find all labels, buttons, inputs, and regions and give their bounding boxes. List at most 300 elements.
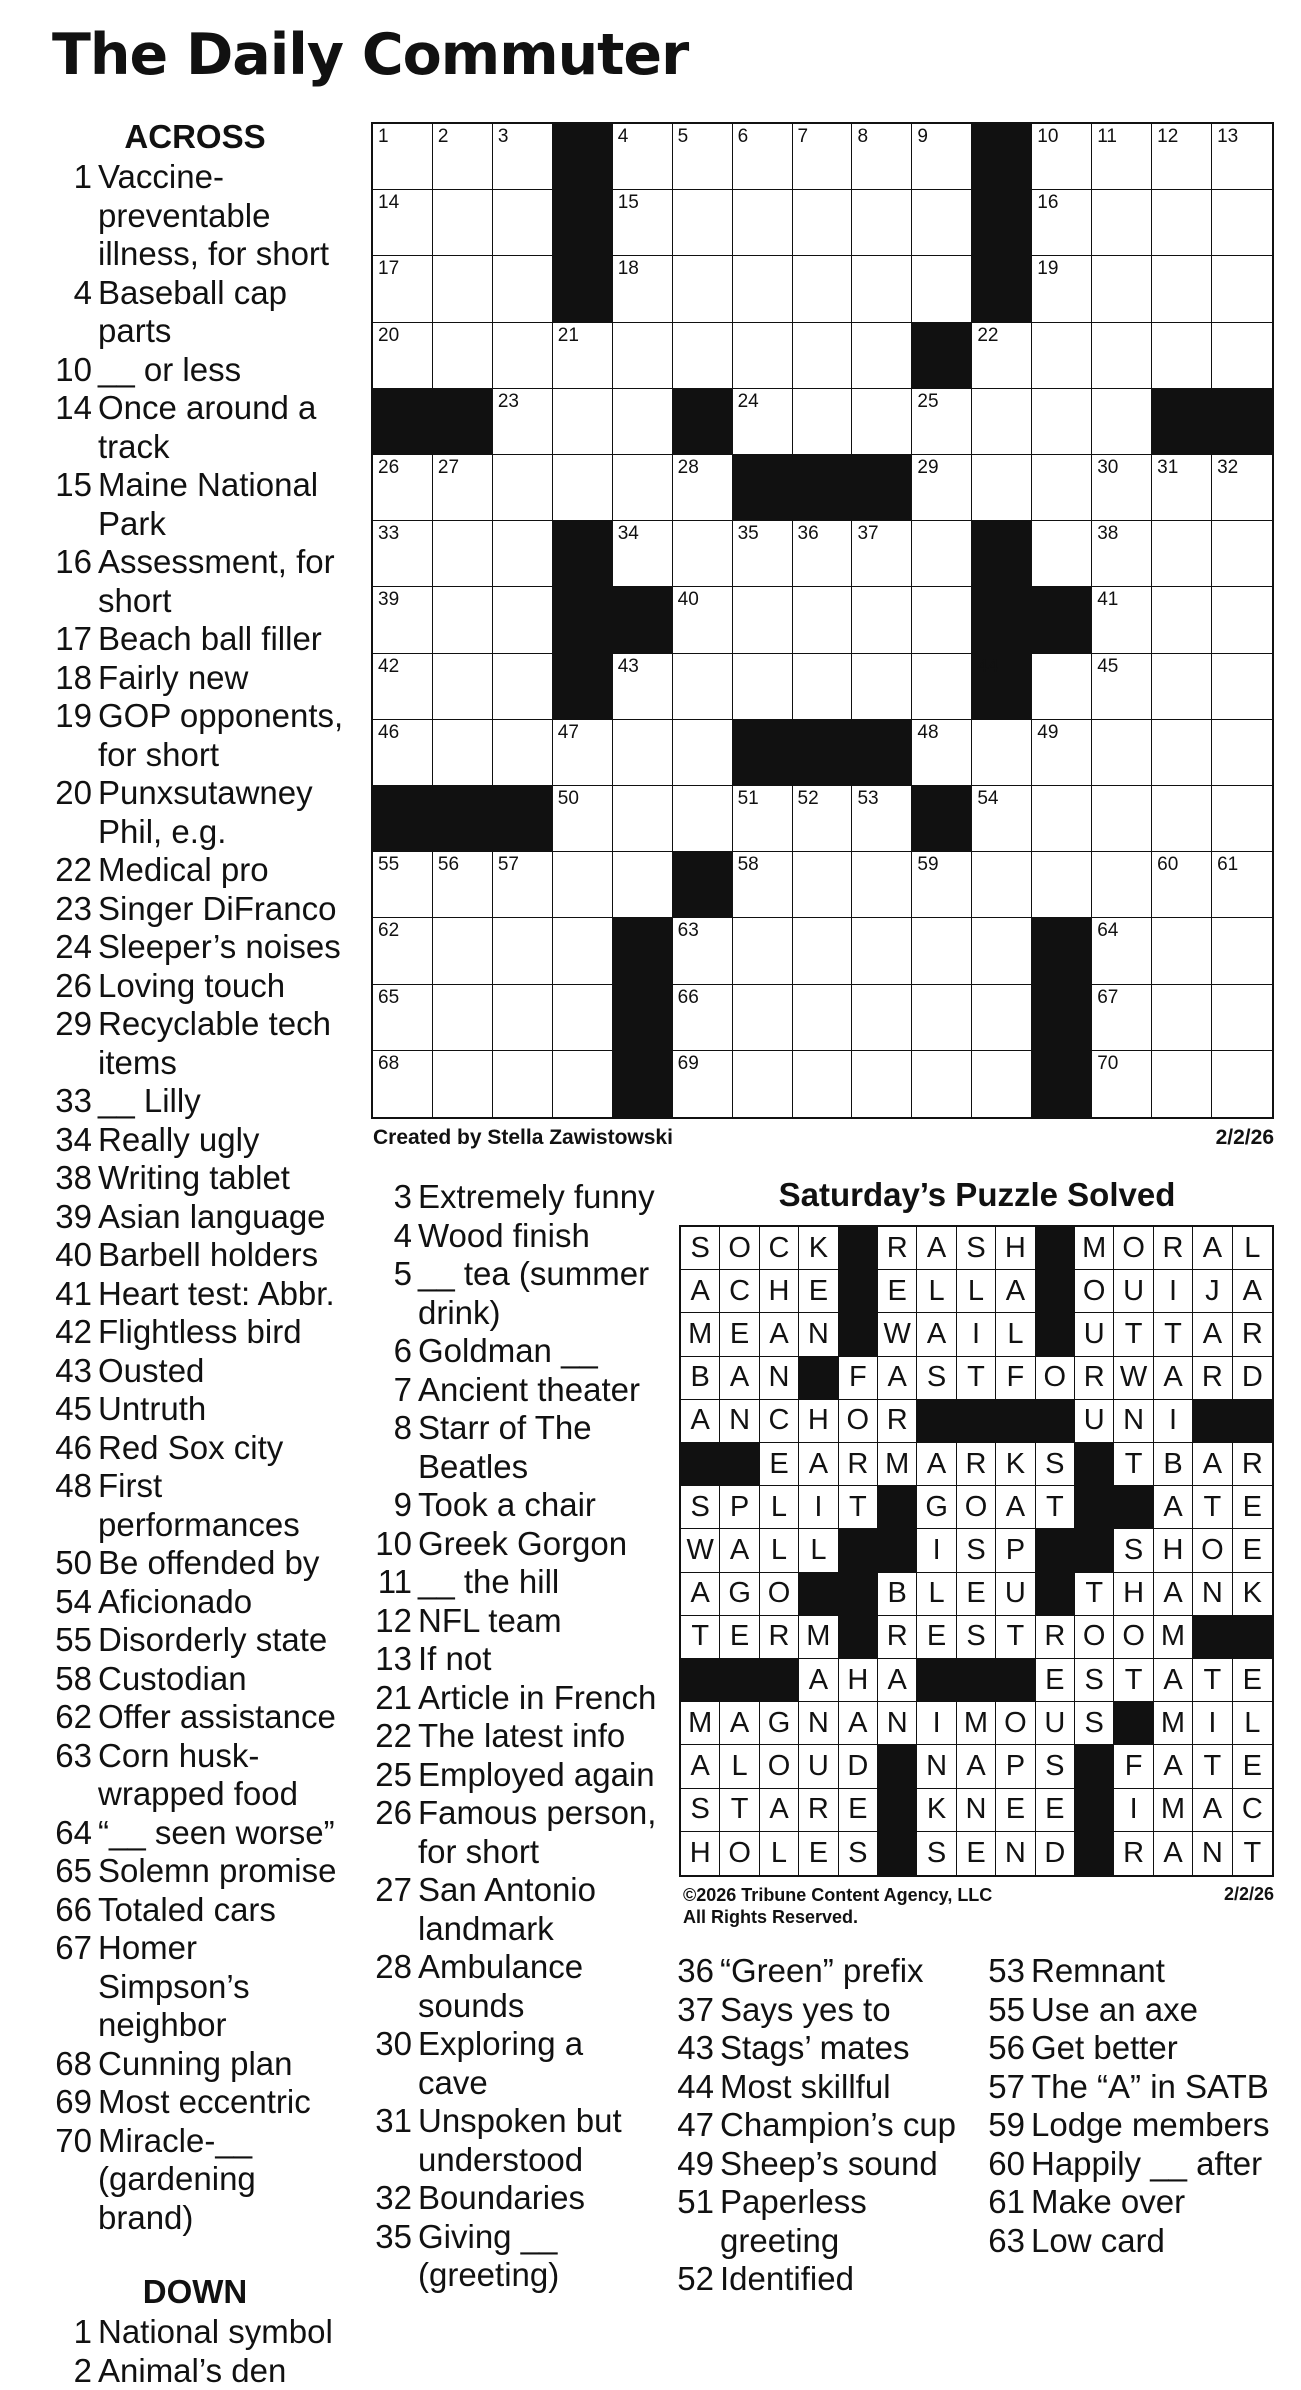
clue-number: 63 <box>983 2222 1031 2261</box>
solved-letter: R <box>1233 1443 1272 1486</box>
grid-cell[interactable] <box>793 1051 853 1117</box>
solved-letter: U <box>996 1573 1035 1616</box>
grid-cell[interactable] <box>912 521 972 587</box>
solved-letter: L <box>996 1313 1035 1356</box>
grid-cell[interactable] <box>673 918 733 984</box>
grid-cell[interactable] <box>852 654 912 720</box>
clue-number: 11 <box>360 1563 418 1602</box>
cell-number: 23 <box>498 392 519 411</box>
clue-item <box>983 2068 1283 2107</box>
clue-text: Use an axe <box>1031 1991 1283 2030</box>
grid-cell[interactable] <box>373 852 433 918</box>
grid-cell[interactable] <box>433 521 493 587</box>
clue-text: Remnant <box>1031 1952 1283 1991</box>
clue-item <box>40 1275 350 1314</box>
grid-cell[interactable] <box>493 256 553 322</box>
clue-number: 68 <box>40 2045 98 2084</box>
grid-cell[interactable] <box>1032 654 1092 720</box>
grid-cell[interactable] <box>793 654 853 720</box>
solved-letter: E <box>760 1443 799 1486</box>
grid-cell[interactable] <box>1032 852 1092 918</box>
grid-cell[interactable] <box>373 521 433 587</box>
grid-cell[interactable] <box>733 852 793 918</box>
solved-letter: C <box>720 1270 759 1313</box>
solved-block <box>996 1400 1035 1443</box>
clue-number: 10 <box>40 351 98 390</box>
clue-number: 45 <box>40 1390 98 1429</box>
solved-letter: L <box>1233 1227 1272 1270</box>
grid-cell[interactable] <box>972 985 1032 1051</box>
grid-cell[interactable] <box>1092 1051 1152 1117</box>
cell-number: 66 <box>678 988 699 1007</box>
solved-letter: E <box>1233 1486 1272 1529</box>
clue-number: 61 <box>983 2183 1031 2222</box>
grid-cell[interactable] <box>793 786 853 852</box>
clue-text: Took a chair <box>418 1486 660 1525</box>
grid-cell[interactable] <box>1212 256 1272 322</box>
grid-cell[interactable] <box>373 985 433 1051</box>
grid-cell[interactable] <box>1152 455 1212 521</box>
grid-cell[interactable] <box>373 918 433 984</box>
grid-cell[interactable] <box>373 1051 433 1117</box>
solved-letter: G <box>720 1573 759 1616</box>
solved-letter: A <box>720 1357 759 1400</box>
grid-cell[interactable] <box>553 786 613 852</box>
clue-number: 2 <box>40 2352 98 2390</box>
grid-cell[interactable] <box>733 124 793 190</box>
solved-block <box>1036 1227 1075 1270</box>
clue-number: 40 <box>40 1236 98 1275</box>
grid-cell[interactable] <box>1212 852 1272 918</box>
grid-block <box>972 190 1032 256</box>
grid-cell[interactable] <box>1092 323 1152 389</box>
clue-number: 27 <box>360 1871 418 1948</box>
cell-number: 49 <box>1037 723 1058 742</box>
grid-cell[interactable] <box>673 323 733 389</box>
solved-letter: A <box>878 1357 917 1400</box>
crossword-grid[interactable] <box>371 122 1274 1119</box>
grid-cell[interactable] <box>733 918 793 984</box>
copyright-line: ©2026 Tribune Content Agency, LLC <box>683 1884 992 1906</box>
grid-cell[interactable] <box>1212 455 1272 521</box>
solved-letter: E <box>1233 1529 1272 1572</box>
grid-cell[interactable] <box>972 786 1032 852</box>
grid-cell[interactable] <box>793 389 853 455</box>
grid-cell[interactable] <box>793 323 853 389</box>
solved-letter: E <box>957 1832 996 1875</box>
grid-cell[interactable] <box>912 256 972 322</box>
grid-cell[interactable] <box>1152 190 1212 256</box>
grid-cell[interactable] <box>1212 1051 1272 1117</box>
grid-cell[interactable] <box>373 654 433 720</box>
grid-cell[interactable] <box>613 256 673 322</box>
grid-cell[interactable] <box>553 852 613 918</box>
grid-cell[interactable] <box>433 323 493 389</box>
grid-cell[interactable] <box>852 256 912 322</box>
grid-cell[interactable] <box>433 190 493 256</box>
grid-cell[interactable] <box>852 521 912 587</box>
grid-cell[interactable] <box>373 124 433 190</box>
clue-item <box>360 2102 660 2179</box>
grid-cell[interactable] <box>433 985 493 1051</box>
clue-text: Stags’ mates <box>720 2029 972 2068</box>
solved-letter: E <box>917 1616 956 1659</box>
grid-cell[interactable] <box>1152 654 1212 720</box>
grid-cell[interactable] <box>493 720 553 786</box>
grid-cell[interactable] <box>972 455 1032 521</box>
cell-number: 70 <box>1097 1054 1118 1073</box>
grid-cell[interactable] <box>373 190 433 256</box>
grid-cell[interactable] <box>493 654 553 720</box>
grid-cell[interactable] <box>613 852 673 918</box>
solved-letter: I <box>1154 1400 1193 1443</box>
solved-letter: M <box>1154 1702 1193 1745</box>
grid-cell[interactable] <box>673 654 733 720</box>
grid-cell[interactable] <box>912 190 972 256</box>
grid-cell[interactable] <box>1032 720 1092 786</box>
solved-letter: H <box>681 1832 720 1875</box>
solved-letter: C <box>1233 1789 1272 1832</box>
grid-cell[interactable] <box>852 985 912 1051</box>
grid-cell[interactable] <box>1152 521 1212 587</box>
grid-cell[interactable] <box>1092 918 1152 984</box>
solved-block <box>839 1616 878 1659</box>
cell-number: 59 <box>917 855 938 874</box>
grid-cell[interactable] <box>1092 455 1152 521</box>
grid-cell[interactable] <box>793 587 853 653</box>
grid-cell[interactable] <box>1152 720 1212 786</box>
grid-cell[interactable] <box>733 587 793 653</box>
grid-cell[interactable] <box>613 389 673 455</box>
grid-cell[interactable] <box>1032 786 1092 852</box>
solved-letter: P <box>720 1486 759 1529</box>
grid-cell[interactable] <box>673 985 733 1051</box>
solved-letter: T <box>720 1789 759 1832</box>
solved-block <box>839 1270 878 1313</box>
grid-cell[interactable] <box>433 587 493 653</box>
grid-cell[interactable] <box>852 323 912 389</box>
grid-cell[interactable] <box>433 124 493 190</box>
grid-cell[interactable] <box>793 190 853 256</box>
grid-cell[interactable] <box>912 587 972 653</box>
grid-cell[interactable] <box>373 720 433 786</box>
clue-item <box>672 1991 972 2030</box>
grid-cell[interactable] <box>1152 1051 1212 1117</box>
grid-cell[interactable] <box>852 918 912 984</box>
grid-cell[interactable] <box>493 587 553 653</box>
grid-cell[interactable] <box>793 852 853 918</box>
grid-cell[interactable] <box>733 389 793 455</box>
clue-text: Really ugly <box>98 1121 350 1160</box>
grid-cell[interactable] <box>613 654 673 720</box>
grid-cell[interactable] <box>1152 852 1212 918</box>
grid-cell[interactable] <box>613 455 673 521</box>
grid-cell[interactable] <box>852 852 912 918</box>
grid-cell[interactable] <box>433 256 493 322</box>
cell-number: 39 <box>378 590 399 609</box>
solved-letter: A <box>1154 1357 1193 1400</box>
clue-item <box>360 2179 660 2218</box>
grid-block <box>1032 918 1092 984</box>
grid-cell[interactable] <box>972 852 1032 918</box>
grid-cell[interactable] <box>852 124 912 190</box>
clue-number: 21 <box>360 1679 418 1718</box>
clue-number: 33 <box>40 1082 98 1121</box>
grid-cell[interactable] <box>493 521 553 587</box>
grid-cell[interactable] <box>1152 786 1212 852</box>
solved-letter: R <box>957 1443 996 1486</box>
grid-cell[interactable] <box>852 389 912 455</box>
solved-letter: K <box>917 1789 956 1832</box>
grid-cell[interactable] <box>673 455 733 521</box>
grid-cell[interactable] <box>912 654 972 720</box>
clue-text: Aficionado <box>98 1583 350 1622</box>
grid-cell[interactable] <box>493 852 553 918</box>
grid-cell[interactable] <box>433 654 493 720</box>
grid-block <box>972 256 1032 322</box>
grid-cell[interactable] <box>972 389 1032 455</box>
grid-block <box>613 918 673 984</box>
cell-number: 24 <box>738 392 759 411</box>
solved-letter: N <box>1193 1573 1232 1616</box>
grid-cell[interactable] <box>733 1051 793 1117</box>
grid-cell[interactable] <box>912 852 972 918</box>
grid-cell[interactable] <box>553 720 613 786</box>
grid-cell[interactable] <box>373 587 433 653</box>
cell-number: 45 <box>1097 657 1118 676</box>
clue-item <box>672 2106 972 2145</box>
solved-letter: O <box>760 1573 799 1616</box>
grid-cell[interactable] <box>613 521 673 587</box>
solved-letter: O <box>720 1832 759 1875</box>
grid-cell[interactable] <box>912 918 972 984</box>
grid-cell[interactable] <box>1212 786 1272 852</box>
grid-block <box>613 587 673 653</box>
grid-cell[interactable] <box>912 455 972 521</box>
grid-cell[interactable] <box>1092 786 1152 852</box>
grid-cell[interactable] <box>673 587 733 653</box>
solved-block <box>1075 1789 1114 1832</box>
solved-letter: E <box>996 1789 1035 1832</box>
grid-cell[interactable] <box>493 389 553 455</box>
clue-item <box>40 1621 350 1660</box>
grid-cell[interactable] <box>1212 323 1272 389</box>
grid-block <box>553 124 613 190</box>
grid-cell[interactable] <box>793 521 853 587</box>
solved-letter: A <box>681 1270 720 1313</box>
solved-block <box>957 1400 996 1443</box>
grid-cell[interactable] <box>433 720 493 786</box>
grid-cell[interactable] <box>1212 587 1272 653</box>
grid-cell[interactable] <box>793 985 853 1051</box>
solved-letter: L <box>799 1529 838 1572</box>
grid-cell[interactable] <box>673 124 733 190</box>
grid-cell[interactable] <box>733 190 793 256</box>
solved-block <box>1233 1616 1272 1659</box>
clue-item <box>983 2029 1283 2068</box>
grid-cell[interactable] <box>1212 918 1272 984</box>
clue-text: Starr of The Beatles <box>418 1409 660 1486</box>
grid-cell[interactable] <box>972 918 1032 984</box>
clue-item <box>360 1178 660 1217</box>
grid-cell[interactable] <box>613 720 673 786</box>
grid-cell[interactable] <box>1212 190 1272 256</box>
grid-cell[interactable] <box>553 985 613 1051</box>
grid-cell[interactable] <box>373 323 433 389</box>
solved-letter: T <box>1114 1659 1153 1702</box>
grid-cell[interactable] <box>793 918 853 984</box>
solved-letter: G <box>760 1702 799 1745</box>
solved-letter: O <box>1114 1616 1153 1659</box>
clue-number: 24 <box>40 928 98 967</box>
grid-cell[interactable] <box>852 786 912 852</box>
clue-item <box>40 1005 350 1082</box>
grid-cell[interactable] <box>373 455 433 521</box>
grid-cell[interactable] <box>673 521 733 587</box>
clue-item <box>40 1544 350 1583</box>
grid-cell[interactable] <box>972 720 1032 786</box>
grid-cell[interactable] <box>1212 654 1272 720</box>
grid-cell[interactable] <box>793 124 853 190</box>
grid-cell[interactable] <box>972 1051 1032 1117</box>
grid-cell[interactable] <box>1152 985 1212 1051</box>
grid-cell[interactable] <box>793 256 853 322</box>
grid-cell[interactable] <box>972 323 1032 389</box>
grid-cell[interactable] <box>1032 455 1092 521</box>
grid-cell[interactable] <box>852 587 912 653</box>
grid-cell[interactable] <box>1032 323 1092 389</box>
grid-cell[interactable] <box>673 786 733 852</box>
solved-letter: O <box>720 1227 759 1270</box>
grid-cell[interactable] <box>553 323 613 389</box>
grid-cell[interactable] <box>1032 124 1092 190</box>
grid-cell[interactable] <box>373 256 433 322</box>
grid-cell[interactable] <box>613 786 673 852</box>
grid-cell[interactable] <box>733 323 793 389</box>
solved-block <box>878 1486 917 1529</box>
grid-cell[interactable] <box>613 124 673 190</box>
grid-cell[interactable] <box>1032 256 1092 322</box>
grid-cell[interactable] <box>553 389 613 455</box>
grid-cell[interactable] <box>613 323 673 389</box>
grid-cell[interactable] <box>493 190 553 256</box>
solved-letter: R <box>878 1616 917 1659</box>
clue-text: Greek Gorgon <box>418 1525 660 1564</box>
solved-letter: U <box>1114 1270 1153 1313</box>
grid-cell[interactable] <box>433 852 493 918</box>
solved-letter: D <box>1036 1832 1075 1875</box>
grid-cell[interactable] <box>673 256 733 322</box>
grid-cell[interactable] <box>1212 720 1272 786</box>
grid-cell[interactable] <box>493 1051 553 1117</box>
grid-cell[interactable] <box>1152 323 1212 389</box>
grid-cell[interactable] <box>613 190 673 256</box>
grid-cell[interactable] <box>1092 985 1152 1051</box>
grid-cell[interactable] <box>673 190 733 256</box>
grid-cell[interactable] <box>493 918 553 984</box>
solved-letter: A <box>1154 1745 1193 1788</box>
clue-item <box>360 1679 660 1718</box>
clue-item <box>40 1698 350 1737</box>
grid-cell[interactable] <box>1092 190 1152 256</box>
solved-letter: S <box>1075 1702 1114 1745</box>
grid-cell[interactable] <box>912 124 972 190</box>
solved-letter: A <box>1193 1443 1232 1486</box>
grid-cell[interactable] <box>733 521 793 587</box>
grid-cell[interactable] <box>1032 190 1092 256</box>
grid-cell[interactable] <box>1152 587 1212 653</box>
grid-cell[interactable] <box>493 985 553 1051</box>
grid-cell[interactable] <box>1032 521 1092 587</box>
clue-item <box>360 1756 660 1795</box>
grid-cell[interactable] <box>1092 720 1152 786</box>
grid-cell[interactable] <box>1092 654 1152 720</box>
grid-cell[interactable] <box>1212 985 1272 1051</box>
clue-number: 60 <box>983 2145 1031 2184</box>
solved-letter: L <box>760 1832 799 1875</box>
clue-number: 8 <box>360 1409 418 1486</box>
grid-cell[interactable] <box>553 1051 613 1117</box>
grid-cell[interactable] <box>1092 852 1152 918</box>
grid-cell[interactable] <box>1212 124 1272 190</box>
clue-item <box>360 1640 660 1679</box>
grid-cell[interactable] <box>912 1051 972 1117</box>
clue-number: 39 <box>40 1198 98 1237</box>
grid-cell[interactable] <box>493 323 553 389</box>
solved-letter: A <box>1154 1573 1193 1616</box>
grid-cell[interactable] <box>493 124 553 190</box>
clue-text: Heart test: Abbr. <box>98 1275 350 1314</box>
grid-cell[interactable] <box>852 190 912 256</box>
grid-cell[interactable] <box>1152 124 1212 190</box>
grid-cell[interactable] <box>733 786 793 852</box>
grid-cell[interactable] <box>1092 256 1152 322</box>
clue-number: 13 <box>360 1640 418 1679</box>
grid-cell[interactable] <box>733 256 793 322</box>
clue-text: Cunning plan <box>98 2045 350 2084</box>
grid-cell[interactable] <box>673 720 733 786</box>
solved-letter: U <box>1036 1702 1075 1745</box>
grid-cell[interactable] <box>912 720 972 786</box>
grid-cell[interactable] <box>912 985 972 1051</box>
solved-block <box>799 1357 838 1400</box>
grid-cell[interactable] <box>1092 587 1152 653</box>
grid-cell[interactable] <box>1152 256 1212 322</box>
grid-cell[interactable] <box>433 918 493 984</box>
grid-cell[interactable] <box>733 654 793 720</box>
grid-cell[interactable] <box>1092 124 1152 190</box>
grid-cell[interactable] <box>553 455 613 521</box>
grid-cell[interactable] <box>1092 521 1152 587</box>
grid-cell[interactable] <box>433 455 493 521</box>
grid-cell[interactable] <box>1152 918 1212 984</box>
grid-cell[interactable] <box>733 985 793 1051</box>
grid-cell[interactable] <box>912 389 972 455</box>
grid-cell[interactable] <box>493 455 553 521</box>
grid-cell[interactable] <box>553 918 613 984</box>
grid-cell[interactable] <box>1092 389 1152 455</box>
grid-cell[interactable] <box>852 1051 912 1117</box>
clue-item <box>40 389 350 466</box>
clue-number: 19 <box>40 697 98 774</box>
grid-cell[interactable] <box>673 1051 733 1117</box>
grid-cell[interactable] <box>433 1051 493 1117</box>
solved-letter: O <box>839 1400 878 1443</box>
solved-puzzle-title: Saturday’s Puzzle Solved <box>680 1176 1274 1214</box>
grid-cell[interactable] <box>1032 389 1092 455</box>
solved-block <box>878 1745 917 1788</box>
grid-cell[interactable] <box>1212 521 1272 587</box>
